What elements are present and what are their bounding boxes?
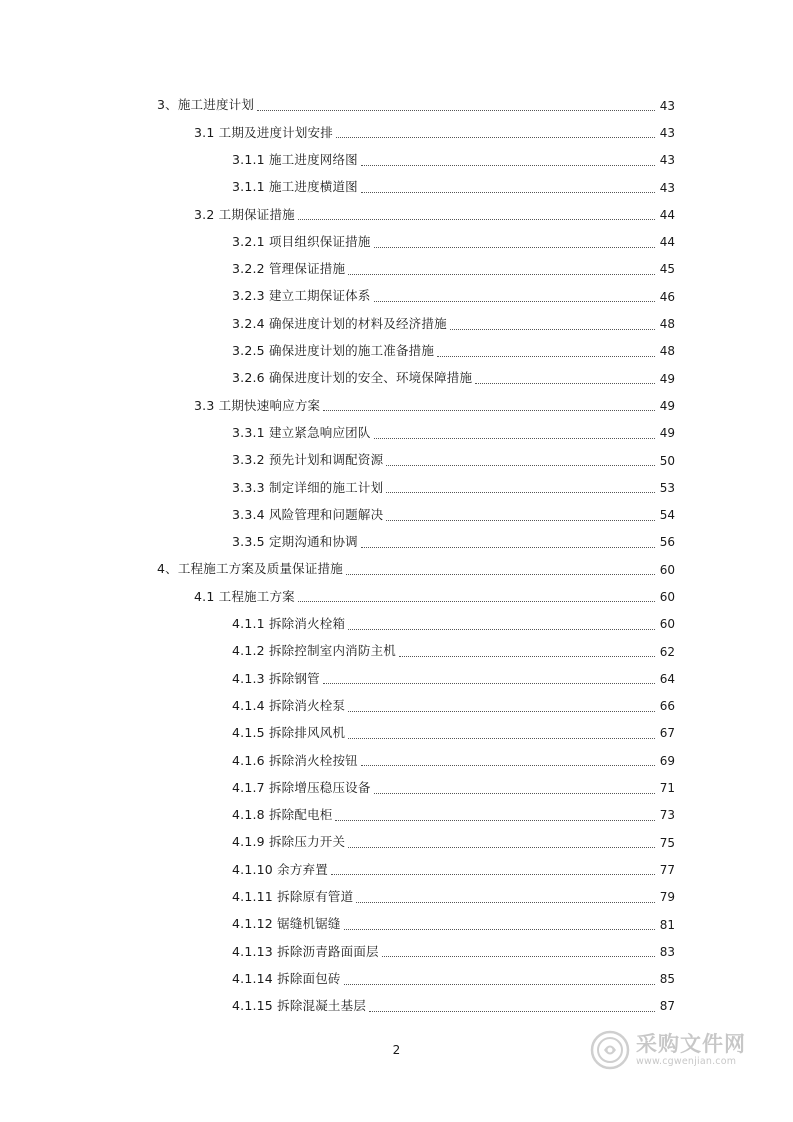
toc-entry-page: 77 — [659, 862, 675, 877]
toc-entry-page: 43 — [659, 98, 675, 113]
toc-dot-leader — [361, 537, 655, 548]
toc-entry-title: 3.2.1 项目组织保证措施 — [232, 233, 371, 249]
toc-entry-title: 4.1.13 拆除沥青路面面层 — [232, 943, 379, 959]
toc-entry-page: 73 — [659, 808, 675, 823]
toc-dot-leader — [356, 892, 655, 903]
toc-entry[interactable] — [0, 420, 793, 447]
toc-dot-leader — [323, 400, 655, 411]
watermark-name: 采购文件网 — [636, 1032, 746, 1057]
toc-entry[interactable] — [0, 147, 793, 174]
toc-entry-title: 4.1.15 拆除混凝土基层 — [232, 998, 367, 1014]
toc-dot-leader — [331, 864, 655, 875]
toc-entry[interactable] — [0, 911, 793, 938]
toc-dot-leader — [346, 564, 655, 575]
toc-entry-title: 4.1.11 拆除原有管道 — [232, 889, 354, 904]
toc-dot-leader — [344, 974, 655, 985]
toc-entry-title: 4.1.9 拆除压力开关 — [232, 834, 346, 850]
toc-entry[interactable] — [0, 966, 793, 993]
toc-entry-page: 62 — [659, 644, 675, 659]
toc-entry-title: 3.2 工期保证措施 — [194, 206, 295, 222]
toc-entry-title: 3.3.3 制定详细的施工计划 — [232, 479, 384, 495]
toc-dot-leader — [437, 346, 655, 357]
toc-dot-leader — [475, 373, 655, 384]
toc-entry-page: 49 — [659, 426, 675, 441]
toc-entry-page: 64 — [659, 671, 675, 686]
toc-entry-page: 81 — [659, 917, 675, 932]
toc-entry-page: 60 — [659, 589, 675, 604]
toc-entry-title: 4.1.1 拆除消火栓箱 — [232, 616, 346, 632]
toc-entry-title: 3.3.1 建立紧急响应团队 — [232, 424, 371, 440]
toc-entry-page: 46 — [659, 289, 675, 304]
toc-entry[interactable] — [0, 583, 793, 610]
toc-dot-leader — [361, 755, 655, 766]
toc-entry-title: 3.2.3 建立工期保证体系 — [232, 288, 371, 304]
toc-entry-title: 3.3 工期快速响应方案 — [194, 397, 321, 413]
toc-entry[interactable] — [0, 92, 793, 119]
toc-dot-leader — [336, 127, 655, 138]
toc-entry-page: 67 — [659, 726, 675, 741]
toc-entry[interactable] — [0, 256, 793, 283]
toc-entry[interactable] — [0, 802, 793, 829]
page-number: 2 — [392, 1043, 401, 1057]
toc-entry[interactable] — [0, 993, 793, 1020]
toc-dot-leader — [348, 619, 655, 630]
toc-entry-page: 60 — [659, 617, 675, 632]
toc-entry[interactable] — [0, 856, 793, 883]
toc-entry-page: 54 — [659, 508, 675, 523]
toc-entry[interactable] — [0, 392, 793, 419]
toc-entry[interactable] — [0, 119, 793, 146]
toc-entry[interactable] — [0, 283, 793, 310]
watermark-url: www.cgwenjian.com — [636, 1055, 737, 1067]
toc-dot-leader — [374, 783, 655, 794]
watermark-logo-icon — [590, 1030, 630, 1070]
toc-entry[interactable] — [0, 228, 793, 255]
toc-dot-leader — [348, 837, 655, 848]
toc-entry[interactable] — [0, 501, 793, 528]
toc-entry[interactable] — [0, 693, 793, 720]
toc-entry-title: 3.2.4 确保进度计划的材料及经济措施 — [232, 315, 447, 331]
toc-entry-title: 4.1.6 拆除消火栓按钮 — [232, 752, 358, 768]
toc-entry[interactable] — [0, 829, 793, 856]
toc-entry-title: 4.1.14 拆除面包砖 — [232, 970, 341, 986]
toc-dot-leader — [361, 182, 655, 193]
toc-entry-title: 4.1 工程施工方案 — [194, 588, 295, 604]
toc-entry[interactable] — [0, 720, 793, 747]
toc-dot-leader — [399, 646, 655, 657]
toc-dot-leader — [344, 919, 655, 930]
toc-entry-title: 4、工程施工方案及质量保证措施 — [157, 561, 343, 577]
toc-dot-leader — [323, 673, 655, 684]
toc-entry-title: 3.1.1 施工进度横道图 — [232, 179, 358, 195]
toc-entry-title: 3.3.5 定期沟通和协调 — [232, 534, 358, 550]
watermark — [590, 1026, 760, 1074]
toc-entry[interactable] — [0, 638, 793, 665]
toc-dot-leader — [374, 428, 655, 439]
toc-dot-leader — [348, 728, 655, 739]
toc-entry[interactable] — [0, 747, 793, 774]
toc-entry[interactable] — [0, 338, 793, 365]
toc-entry-page: 49 — [659, 398, 675, 413]
toc-entry-page: 43 — [659, 180, 675, 195]
toc-entry-page: 48 — [659, 344, 675, 359]
toc-entry-title: 4.1.10 余方弃置 — [232, 861, 328, 877]
toc-entry[interactable] — [0, 938, 793, 965]
toc-entry-page: 66 — [659, 699, 675, 714]
toc-dot-leader — [298, 209, 655, 220]
toc-entry[interactable] — [0, 365, 793, 392]
toc-dot-leader — [382, 946, 655, 957]
toc-entry-page: 44 — [659, 235, 675, 250]
toc-entry-page: 53 — [659, 480, 675, 495]
toc-entry-title: 4.1.12 锯缝机锯缝 — [232, 916, 341, 932]
toc-entry-page: 79 — [659, 890, 675, 905]
toc-dot-leader — [450, 319, 655, 330]
toc-entry-title: 4.1.8 拆除配电柜 — [232, 807, 333, 823]
toc-dot-leader — [374, 237, 655, 248]
toc-entry-title: 4.1.7 拆除增压稳压设备 — [232, 779, 371, 795]
toc-entry[interactable] — [0, 665, 793, 692]
toc-dot-leader — [374, 291, 655, 302]
toc-entry-title: 3.1 工期及进度计划安排 — [194, 124, 333, 140]
toc-dot-leader — [298, 591, 655, 602]
toc-entry-page: 44 — [659, 207, 675, 222]
toc-entry[interactable] — [0, 774, 793, 801]
toc-entry[interactable] — [0, 529, 793, 556]
toc-entry-page: 71 — [659, 781, 675, 796]
toc-entry[interactable] — [0, 474, 793, 501]
toc-entry[interactable] — [0, 201, 793, 228]
toc-entry-page: 87 — [659, 999, 675, 1014]
toc-dot-leader — [369, 1001, 655, 1012]
toc-entry[interactable] — [0, 556, 793, 583]
toc-dot-leader — [361, 155, 655, 166]
toc-entry-page: 85 — [659, 972, 675, 987]
toc-entry-title: 3.1.1 施工进度网络图 — [232, 151, 358, 167]
toc-entry[interactable] — [0, 611, 793, 638]
toc-entry-page: 56 — [659, 535, 675, 550]
toc-entry[interactable] — [0, 174, 793, 201]
toc-dot-leader — [386, 455, 655, 466]
toc-entry-title: 4.1.5 拆除排风风机 — [232, 725, 346, 741]
toc-entry-page: 50 — [659, 453, 675, 468]
toc-entry-page: 83 — [659, 944, 675, 959]
toc-entry-title: 3.3.4 风险管理和问题解决 — [232, 506, 384, 522]
toc-entry-page: 69 — [659, 753, 675, 768]
toc-entry-page: 48 — [659, 317, 675, 332]
toc-entry-page: 43 — [659, 153, 675, 168]
toc-entry-title: 3、施工进度计划 — [157, 97, 255, 113]
toc-dot-leader — [386, 510, 655, 521]
toc-dot-leader — [348, 701, 655, 712]
toc-dot-leader — [386, 482, 655, 493]
table-of-contents — [0, 92, 793, 1020]
toc-dot-leader — [257, 100, 655, 111]
toc-entry-title: 3.2.2 管理保证措施 — [232, 261, 346, 277]
toc-entry[interactable] — [0, 447, 793, 474]
toc-entry-page: 45 — [659, 262, 675, 277]
toc-entry[interactable] — [0, 310, 793, 337]
toc-dot-leader — [348, 264, 655, 275]
toc-entry[interactable] — [0, 884, 793, 911]
toc-entry-title: 4.1.3 拆除钢管 — [232, 670, 320, 686]
toc-entry-page: 75 — [659, 835, 675, 850]
toc-entry-title: 3.2.6 确保进度计划的安全、环境保障措施 — [232, 370, 473, 386]
toc-entry-page: 49 — [659, 371, 675, 386]
toc-entry-title: 3.2.5 确保进度计划的施工准备措施 — [232, 343, 435, 359]
toc-entry-page: 43 — [659, 125, 675, 140]
toc-entry-title: 4.1.2 拆除控制室内消防主机 — [232, 643, 396, 659]
toc-entry-title: 4.1.4 拆除消火栓泵 — [232, 697, 346, 713]
toc-dot-leader — [335, 810, 655, 821]
toc-entry-page: 60 — [659, 562, 675, 577]
toc-entry-title: 3.3.2 预先计划和调配资源 — [232, 452, 384, 468]
